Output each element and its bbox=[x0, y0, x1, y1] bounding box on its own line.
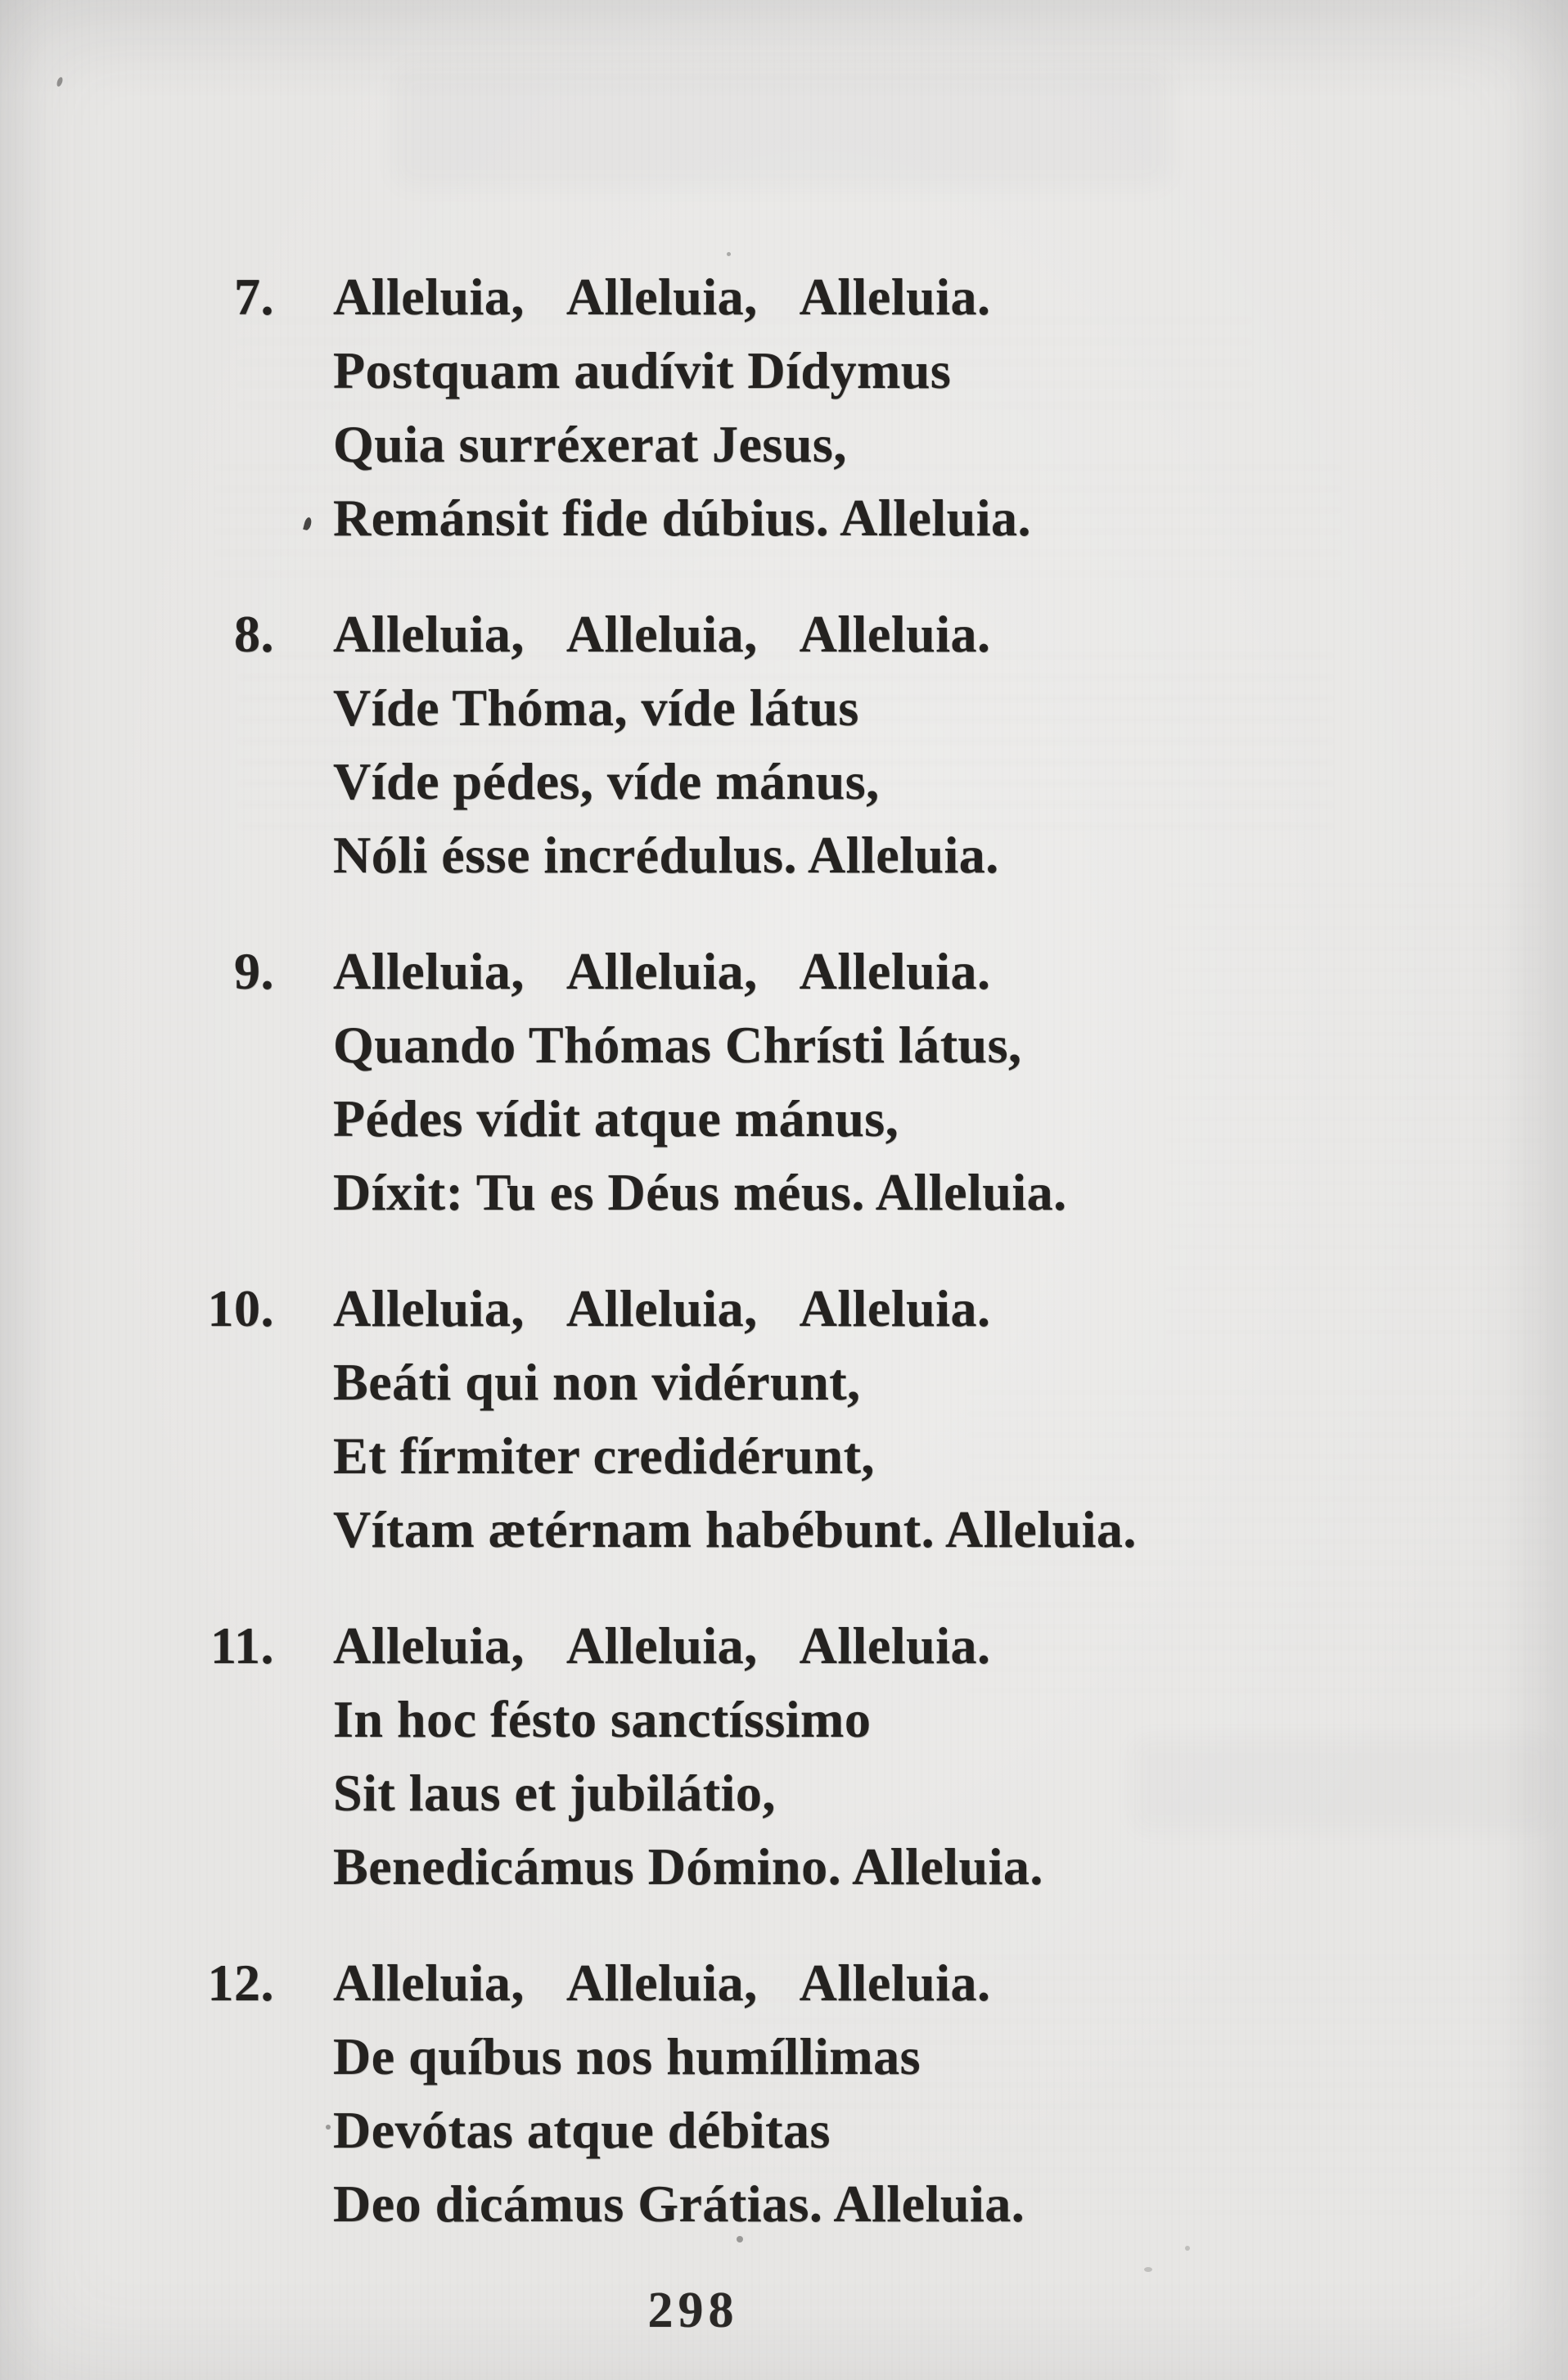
verse-11 bbox=[196, 1609, 1383, 1904]
verse-number: 8. bbox=[234, 605, 274, 663]
verse-9 bbox=[196, 935, 1383, 1229]
verse-refrain-line: Alleluia, Alleluia, Alleluia. bbox=[333, 1954, 991, 2012]
verse-line: Et fírmiter credidérunt, bbox=[333, 1427, 875, 1485]
verse-line: Deo dicámus Grátias. Alleluia. bbox=[333, 2175, 1025, 2233]
verse-line: Remánsit fide dúbius. Alleluia. bbox=[333, 489, 1031, 547]
verse-line: In hoc fésto sanctíssimo bbox=[333, 1690, 872, 1748]
ink-speck bbox=[727, 252, 731, 256]
verse-line: Quia surréxerat Jesus, bbox=[333, 415, 847, 473]
verse-refrain-line: Alleluia, Alleluia, Alleluia. bbox=[333, 1616, 991, 1675]
verse-line: Postquam audívit Dídymus bbox=[333, 341, 952, 399]
page-footer bbox=[607, 2282, 779, 2340]
verse-line: De quíbus nos humíllimas bbox=[333, 2027, 921, 2085]
verse-line: Víde Thóma, víde látus bbox=[333, 678, 859, 737]
verse-lines bbox=[333, 597, 1383, 892]
verse-12 bbox=[196, 1946, 1383, 2241]
verse-line: Benedicámus Dómino. Alleluia. bbox=[333, 1837, 1043, 1895]
hymn-verses bbox=[196, 260, 1383, 2283]
verse-lines bbox=[333, 935, 1383, 1229]
verse-number: 11. bbox=[210, 1616, 274, 1675]
verse-number: 12. bbox=[207, 1954, 274, 2012]
verse-8 bbox=[196, 597, 1383, 892]
verse-line: Díxit: Tu es Déus méus. Alleluia. bbox=[333, 1163, 1067, 1221]
verse-number: 10. bbox=[207, 1279, 274, 1337]
verse-lines bbox=[333, 1946, 1383, 2241]
verse-10 bbox=[196, 1272, 1383, 1566]
verse-refrain-line: Alleluia, Alleluia, Alleluia. bbox=[333, 268, 991, 326]
verse-lines bbox=[333, 1272, 1383, 1566]
verse-line: Nóli ésse incrédulus. Alleluia. bbox=[333, 826, 999, 884]
verse-lines bbox=[333, 260, 1383, 555]
verse-lines bbox=[333, 1609, 1383, 1904]
verse-line: Vítam ætérnam habébunt. Alleluia. bbox=[333, 1500, 1137, 1558]
bleedthrough-title-ghost bbox=[393, 65, 1170, 188]
ink-speck bbox=[56, 76, 64, 87]
verse-line: Víde pédes, víde mánus, bbox=[333, 752, 880, 810]
verse-line: Beáti qui non vidérunt, bbox=[333, 1353, 861, 1411]
verse-refrain-line: Alleluia, Alleluia, Alleluia. bbox=[333, 942, 991, 1000]
verse-line: Devótas atque débitas bbox=[333, 2101, 831, 2159]
verse-number: 9. bbox=[234, 942, 274, 1000]
verse-refrain-line: Alleluia, Alleluia, Alleluia. bbox=[333, 605, 991, 663]
verse-7 bbox=[196, 260, 1383, 555]
verse-line: Pédes vídit atque mánus, bbox=[333, 1089, 899, 1147]
page-number: 298 bbox=[647, 2283, 739, 2338]
verse-line: Quando Thómas Chrísti látus, bbox=[333, 1016, 1022, 1074]
verse-line: Sit laus et jubilátio, bbox=[333, 1764, 776, 1822]
verse-number: 7. bbox=[234, 268, 274, 326]
verse-refrain-line: Alleluia, Alleluia, Alleluia. bbox=[333, 1279, 991, 1337]
